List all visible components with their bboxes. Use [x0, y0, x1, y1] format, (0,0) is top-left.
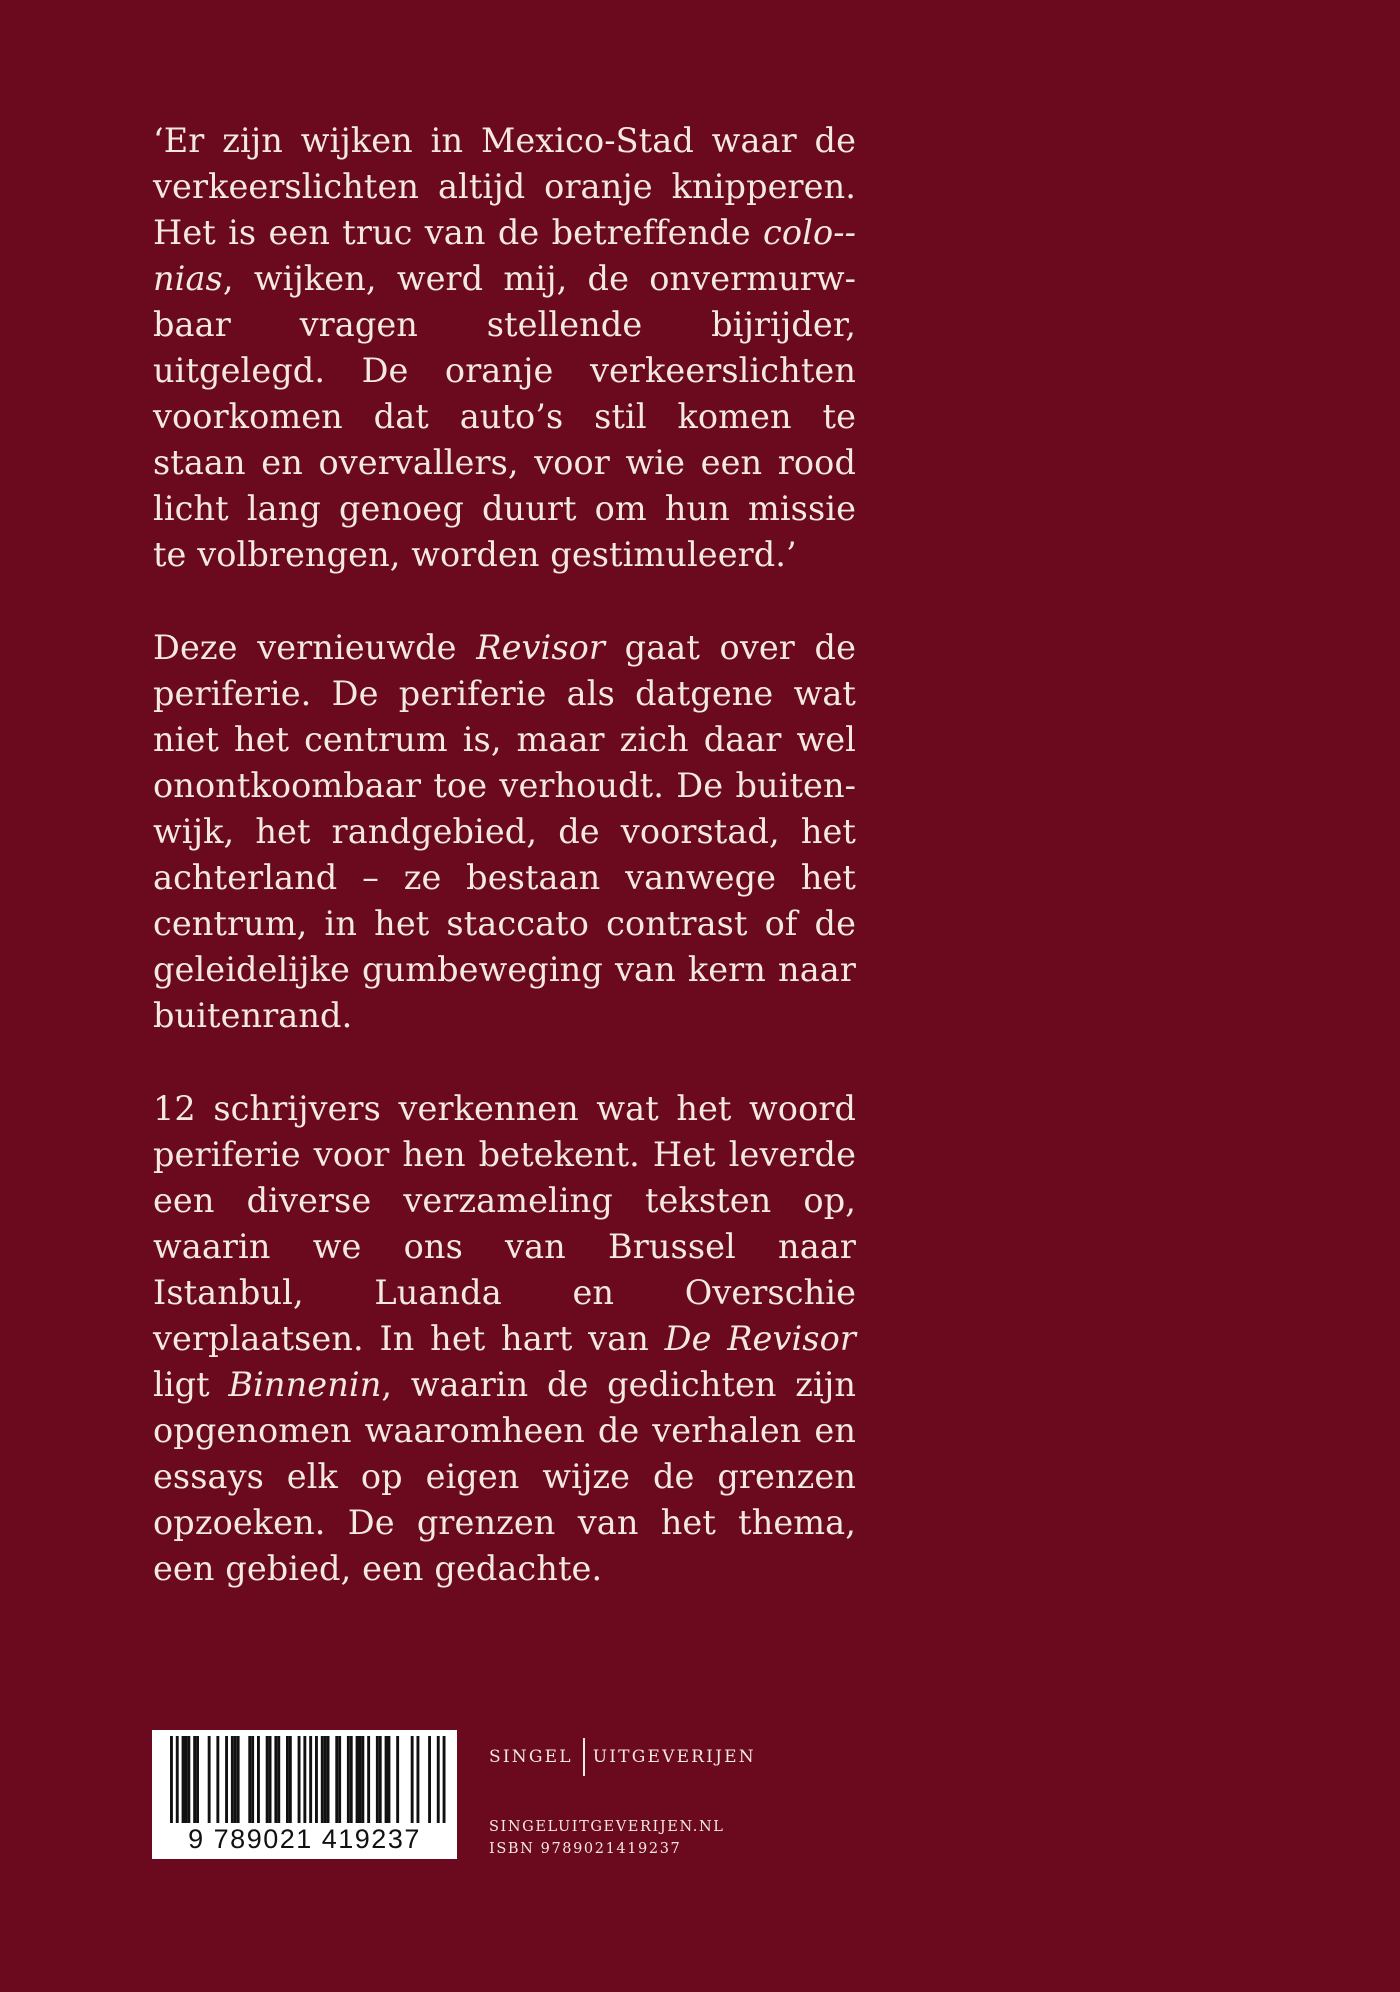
text-run: gaat over de periferie. De periferie als datgene wat niet het centrum is, maar zich daar wel onontkoombaar toe verhoudt. De buitenwijk, het randgebied, de voorstad, het achterland – ze bestaan vanwege het centrum, in het staccato contrast of de geleidelijke gumbeweging van kern naar buitenrand.: [153, 628, 856, 1035]
blurb-paragraph-3: [153, 1086, 856, 1592]
barcode-bar: [321, 1736, 324, 1823]
italic-text: De Revisor: [664, 1319, 856, 1358]
text-run: ‘Er zijn wijken in Mexico-Stad waar de verkeerslichten altijd oranje knipperen. Het is een truc van de betreffende: [153, 121, 856, 252]
barcode-bar: [356, 1736, 359, 1823]
barcode-bar: [182, 1736, 185, 1823]
text-run: , wijken, werd mij, de onvermurwbaar vragen stellende bijrijder, uitgelegd. De oranje verkeerslichten voorkomen dat auto’s stil komen te staan en overvallers, voor wie een rood licht lang genoeg duurt om hun missie te volbrengen, worden gestimuleerd.’: [153, 259, 856, 574]
barcode-bar: [208, 1736, 211, 1823]
text-run: 12 schrijvers verkennen wat het woord periferie voor hen betekent. Het leverde een diverse verzameling teksten op, waarin we ons van Brussel naar Istanbul, Luanda en Overschie verplaatsen. In het hart van: [153, 1089, 856, 1358]
italic-text: colo-nias: [153, 213, 856, 298]
publisher-block: [489, 1738, 756, 1860]
italic-text: Binnenin: [228, 1365, 382, 1404]
barcode-bar: [193, 1736, 196, 1823]
barcode-bar: [231, 1736, 234, 1823]
text-run: ligt: [153, 1365, 229, 1404]
barcode-bar: [428, 1736, 431, 1823]
barcode-bar: [347, 1736, 350, 1823]
barcode-bar: [277, 1736, 280, 1823]
barcode-bar: [185, 1736, 188, 1823]
barcode-bar: [225, 1736, 228, 1823]
barcode-bar: [269, 1736, 272, 1823]
blurb-paragraph-1: [153, 118, 856, 578]
barcode-bar: [338, 1736, 341, 1823]
barcode-bar: [289, 1736, 292, 1823]
isbn-barcode: [152, 1730, 457, 1859]
barcode-bar: [251, 1736, 254, 1823]
barcode-bar: [266, 1736, 269, 1823]
barcode-bar: [237, 1736, 240, 1823]
barcode-bar: [385, 1736, 388, 1823]
barcode-bar: [417, 1736, 420, 1823]
barcode-bar: [176, 1736, 179, 1836]
barcode-bar: [437, 1736, 440, 1836]
barcode-bar: [396, 1736, 399, 1823]
barcode-bar: [335, 1736, 338, 1823]
barcode-bar: [286, 1736, 289, 1823]
publisher-logo-divider: [583, 1738, 585, 1776]
text-run: , waarin de gedichten zijn opgenomen waaromheen de verhalen en essays elk op eigen wijze de grenzen opzoeken. De grenzen van het thema, een gebied, een gedachte.: [153, 1365, 856, 1588]
barcode-bar: [327, 1736, 330, 1823]
publisher-logo-right: UITGEVERIJEN: [592, 1747, 756, 1767]
italic-text: Revisor: [476, 628, 606, 667]
barcode-bar: [248, 1736, 251, 1823]
barcode-bar: [257, 1736, 260, 1823]
barcode-bar: [350, 1736, 353, 1823]
barcode-bar: [411, 1736, 414, 1823]
barcode-bar: [298, 1736, 301, 1823]
barcode-bar: [309, 1736, 312, 1836]
barcode-digits: 9 789021 419237: [152, 1823, 457, 1855]
publisher-logo: [489, 1738, 756, 1776]
publisher-website: SINGELUITGEVERIJEN.NL: [489, 1819, 725, 1835]
barcode-bar: [170, 1736, 173, 1836]
barcode-bar: [234, 1736, 237, 1823]
barcode-bar: [367, 1736, 370, 1823]
barcode-bar: [187, 1736, 190, 1823]
text-run: Deze vernieuwde: [153, 628, 477, 667]
barcode-bar: [376, 1736, 379, 1823]
isbn-number: ISBN 9789021419237: [489, 1841, 682, 1857]
barcode-bar: [196, 1736, 199, 1823]
barcode-bar: [274, 1736, 277, 1823]
barcode-bar: [388, 1736, 391, 1823]
blurb-paragraph-2: [153, 625, 856, 1039]
publisher-logo-left: SINGEL: [489, 1747, 573, 1767]
barcode-bar: [379, 1736, 382, 1823]
barcode-bar: [324, 1736, 327, 1823]
barcode-bar: [443, 1736, 446, 1836]
barcode-bar: [359, 1736, 362, 1823]
barcode-bar: [216, 1736, 219, 1823]
back-cover-blurb: [153, 118, 856, 1639]
barcode-bar: [315, 1736, 318, 1823]
barcode-bar: [303, 1736, 306, 1836]
barcode-bar: [361, 1736, 364, 1823]
